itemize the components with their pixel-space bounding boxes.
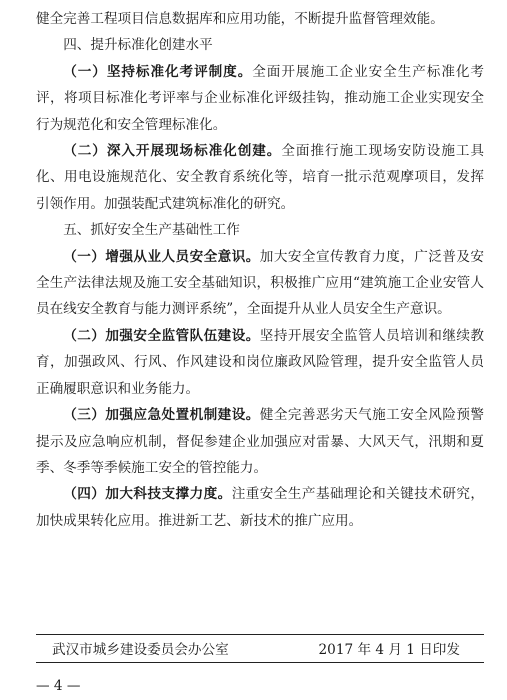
paragraph-continuation: 健全完善工程项目信息数据库和应用功能，不断提升监督管理效能。	[36, 11, 444, 27]
item-label: （三）加强应急处置机制建设。	[63, 407, 260, 424]
paragraph-5-3	[36, 402, 484, 481]
item-text: 注重安全生产基础理论和关键技术研究，加快成果转化应用。推进新工艺、新技术的推广应用。	[36, 486, 485, 529]
item-text: 全面推行施工现场安防设施工具化、用电设施规范化、安全教育系统化等，培育一批示范观摩项目，发挥引领作用。加强装配式建筑标准化的研究。	[36, 143, 485, 212]
document-body	[36, 6, 484, 534]
page-number: — 4 —	[36, 678, 81, 694]
item-label: （二）加强安全监管队伍建设。	[63, 327, 260, 344]
footer-rule-top	[36, 634, 484, 635]
section-heading-4: 四、提升标准化创建水平	[63, 37, 213, 54]
paragraph-4-1	[36, 59, 484, 138]
item-label: （四）加大科技支撑力度。	[63, 486, 232, 503]
footer-date: 2017 年 4 月 1 日印发	[318, 642, 460, 658]
item-label: （一）增强从业人员安全意识。	[63, 248, 260, 265]
item-text: 坚持开展安全监管人员培训和继续教育，加强政风、行风、作风建设和岗位廉政风险管理，提升安全监管人员正确履职意识和业务能力。	[36, 327, 485, 397]
section-heading-5: 五、抓好安全生产基础性工作	[63, 222, 240, 239]
paragraph-5-1	[36, 244, 484, 323]
paragraph-4-2	[36, 138, 484, 217]
footer-rule-bottom	[36, 662, 484, 663]
item-text: 健全完善恶劣天气施工安全风险预警提示及应急响应机制，督促参建企业加强应对雷暴、大风天气，汛期和夏季、冬季等季候施工安全的管控能力。	[36, 407, 485, 476]
paragraph-5-4	[36, 481, 484, 534]
item-label: （一）坚持标准化考评制度。	[63, 63, 253, 80]
item-label: （二）深入开展现场标准化创建。	[63, 143, 282, 160]
footer-issuer: 武汉市城乡建设委员会办公室	[52, 642, 229, 658]
item-text: 全面开展施工企业安全生产标准化考评，将项目标准化考评率与企业标准化评级挂钩，推动施工企业实现安全行为规范化和安全管理标准化。	[36, 63, 485, 133]
item-text: 加大安全宣传教育力度，广泛普及安全生产法律法规及施工安全基础知识，积极推广应用“建筑施工企业安管人员在线安全教育与能力测评系统”，全面提升从业人员安全生产意识。	[36, 248, 485, 318]
paragraph-5-2	[36, 323, 484, 402]
